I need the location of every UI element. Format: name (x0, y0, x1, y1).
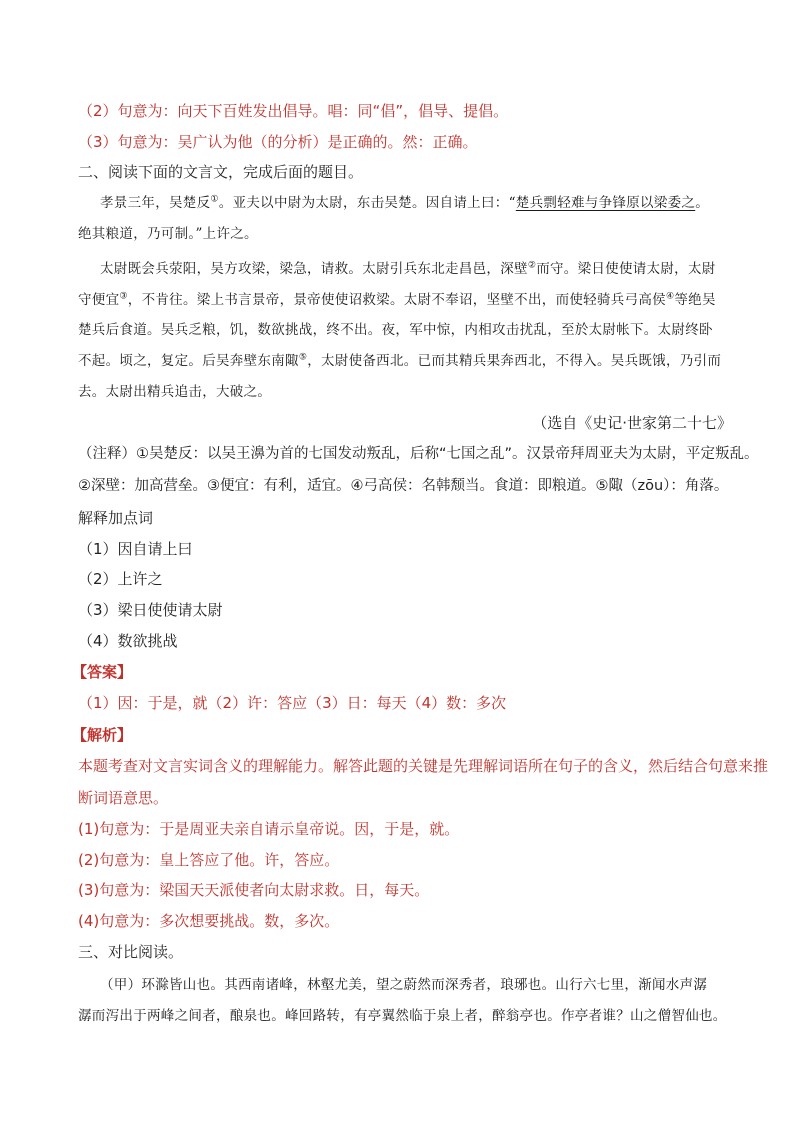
answer-text: （1）因：于是，就（2）许：答应（3）日：每天（4）数：多次 (78, 694, 507, 712)
analysis-line-2: 断词语意思。 (78, 789, 169, 807)
passage-b-line-2: 潺而泻出于两峰之间者，酿泉也。峰回路转，有亭翼然临于泉上者，醉翁亭也。作亭者谁？山之僧智仙也。 (78, 1008, 727, 1024)
task-instruction: 解释加点词 (78, 509, 154, 527)
analysis-item-4: (4)句意为：多次想要挑战。数，多次。 (78, 912, 340, 930)
question-item-1: （1）因自请上曰 (78, 540, 193, 558)
passage-line-3: 太尉既会兵荥阳，吴方攻梁，梁急，请救。太尉引兵东北走昌邑，深壁②而守。梁日使使请太尉，太尉 (100, 260, 716, 277)
analysis-item-1: (1)句意为：于是周亚夫亲自请示皇帝说。因，于是，就。 (78, 820, 460, 838)
answer-tag: 【答案】 (72, 663, 133, 681)
section-3-heading: 三、对比阅读。 (78, 943, 184, 961)
passage-line-1: 孝景三年，吴楚反①。亚夫以中尉为太尉，东击吴楚。因自请上曰：“楚兵剽轻难与争锋原以梁委之。 (100, 194, 710, 211)
analysis-item-2: (2)句意为：皇上答应了他。许，答应。 (78, 851, 340, 869)
source-citation: （选自《史记·世家第二十七》 (532, 414, 732, 432)
passage-line-6: 不起。顷之，复定。后吴奔壁东南陬⑤，太尉使备西北。已而其精兵果奔西北，不得入。吴兵既饿，乃引而 (78, 352, 722, 369)
passage-b-line-1: （甲）环滁皆山也。其西南诸峰，林壑尤美，望之蔚然而深秀者，琅琊也。山行六七里，渐闻水声潺 (100, 977, 708, 993)
passage-line-4: 守便宜③，不肯往。梁上书言景帝，景帝使使诏救梁。太尉不奉诏，坚壁不出，而使轻骑兵弓高侯④等绝吴 (78, 291, 716, 308)
answer-line-2: （2）句意为：向天下百姓发出倡导。唱：同“倡”，倡导、提倡。 (78, 102, 509, 120)
question-item-2: （2）上许之 (78, 570, 163, 588)
question-item-3: （3）梁日使使请太尉 (78, 601, 223, 619)
notes-line-2: ②深壁：加高营垒。③便宜：有利，适宜。④弓高侯：名韩颓当。食道：即粮道。⑤陬（zōu）：角落。 (78, 478, 729, 494)
analysis-tag: 【解析】 (72, 726, 133, 744)
analysis-line-1: 本题考查对文言实词含义的理解能力。解答此题的关键是先理解词语所在句子的含义，然后结合句意来推 (78, 757, 769, 775)
section-2-heading: 二、阅读下面的文言文，完成后面的题目。 (78, 163, 364, 181)
passage-line-5: 楚兵后食道。吴兵乏粮，饥，数欲挑战，终不出。夜，军中惊，内相攻击扰乱，至於太尉帐下。太尉终卧 (78, 322, 713, 338)
underlined-sentence: 楚兵剽轻难与争锋原以梁委之 (515, 195, 696, 211)
passage-line-2: 绝其粮道，乃可制。”上许之。 (78, 226, 258, 242)
notes-line-1: （注释）①吴楚反：以吴王濞为首的七国发动叛乱，后称“七国之乱”。汉景帝拜周亚夫为太尉，平定叛乱。 (78, 446, 759, 462)
question-item-4: （4）数欲挑战 (78, 632, 178, 650)
passage-line-7: 去。太尉出精兵追击，大破之。 (78, 384, 272, 400)
analysis-item-3: (3)句意为：梁国天天派使者向太尉求救。日，每天。 (78, 881, 430, 899)
answer-line-3: （3）句意为：吴广认为他（的分析）是正确的。然：正确。 (78, 133, 478, 151)
